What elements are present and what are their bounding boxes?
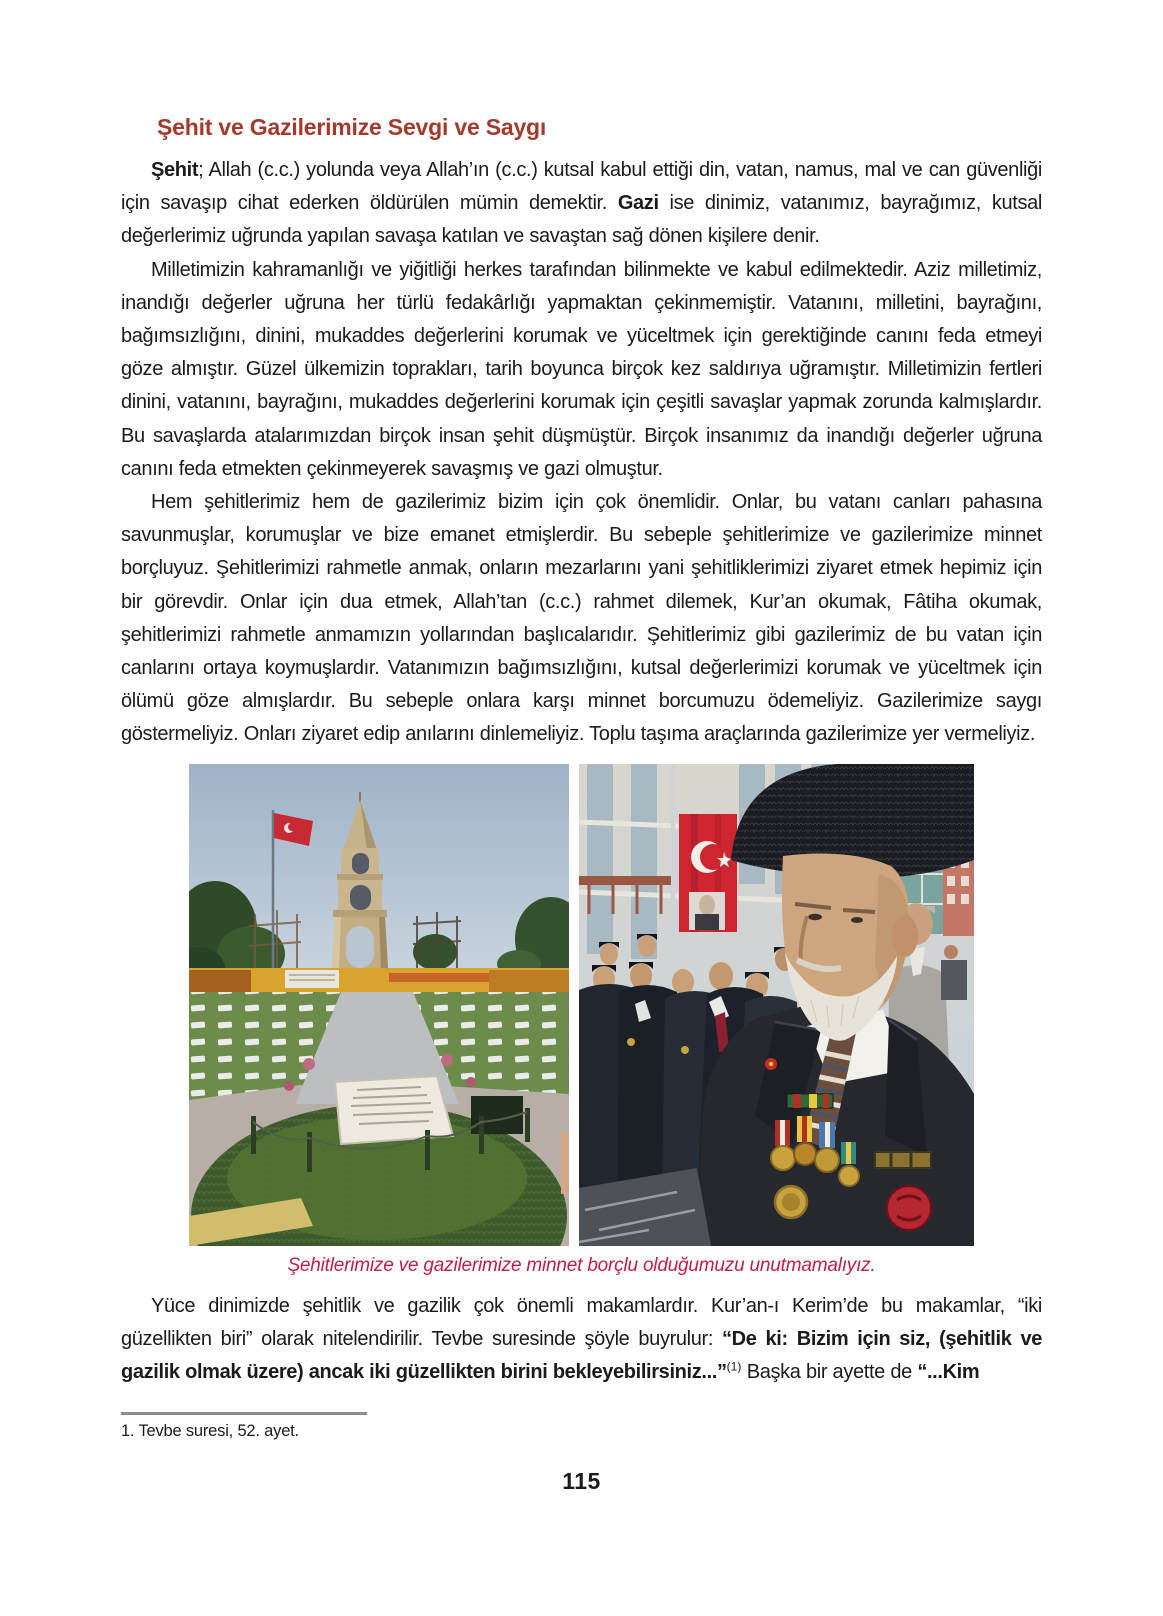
body-paragraph-4: Yüce dinimizde şehitlik ve gazilik çok önemli makamlardır. Kur’an-ı Kerim’de bu makamlar, “iki güzellikten biri” olarak nitelendirilir. Tevbe suresinde şöyle buyrulur: “De ki: Bizim için siz, (şehitlik ve gazilik olmak üzere) ancak iki güzellikten birini bekleyebilirsiniz...”$^{(1)}$ Başka bir ayette de “...Kim bbox=[121, 1294, 1042, 1384]
footnote: 1. Tevbe suresi, 52. ayet. bbox=[121, 1422, 299, 1441]
page-content bbox=[0, 113, 1163, 1495]
veteran-photo bbox=[579, 764, 974, 1246]
body-paragraph-1: Şehit; Allah (c.c.) yolunda veya Allah’ın (c.c.) kutsal kabul ettiği din, vatan, namus, mal ve can güvenliği için savaşıp cihat ederken öldürülen mümin demektir. Gazi ise dinimiz, vatanımız, bayrağımız, kutsal değerlerimiz uğrunda yapılan savaşa katılan ve savaştan sağ dönen kişilere denir. bbox=[121, 159, 1042, 248]
body-paragraph-2: Milletimizin kahramanlığı ve yiğitliği herkes tarafından bilinmekte ve kabul edilmektedir. Aziz milletimiz, inandığı değerler uğruna her türlü fedakârlığı yapmaktan çekinmemiştir. Vatanını, milletini, bayrağını, bağımsızlığını, dinini, mukaddes değerlerini korumak ve yüceltmek için gerektiğinde canını feda etmeyi göze almıştır. Güzel ülkemizin toprakları, tarih boyunca birçok kez saldırıya uğramıştır. Milletimizin fertleri dinini, vatanını, bayrağını, mukaddes değerlerini korumak için çeşitli savaşlar yapmak zorunda kalmışlardır. Bu savaşlarda atalarımızdan birçok insan şehit düşmüştür. Birçok insanımız da inandığı değerler uğruna canını feda etmekten çekinmeyerek savaşmış ve gazi olmuştur. bbox=[121, 258, 1042, 480]
memorial-cemetery-photo bbox=[189, 764, 569, 1246]
figure-caption: Şehitlerimize ve gazilerimize minnet borçlu olduğumuzu unutmamalıyız. bbox=[287, 1254, 876, 1276]
footnote-divider bbox=[121, 1412, 367, 1415]
photo-figure bbox=[121, 764, 1042, 1277]
body-paragraph-3: Hem şehitlerimiz hem de gazilerimiz bizim için çok önemlidir. Onlar, bu vatanı canları pahasına savunmuşlar, korumuşlar ve bize emanet etmişlerdir. Bu sebeple şehitlerimize ve gazilerimize minnet borçluyuz. Şehitlerimizi rahmetle anmak, onların mezarlarını yani şehitliklerimizi ziyaret etmek hepimiz için bir görevdir. Onlar için dua etmek, Allah’tan (c.c.) rahmet dilemek, Kur’an okumak, Fâtiha okumak, şehitlerimizi rahmetle anmamızın yollarından başlıcalarıdır. Şehitlerimiz gibi gazilerimiz de bu vatan için canlarını ortaya koymuşlardır. Vatanımızın bağımsızlığını, kutsal değerlerimizi korumak ve yüceltmek için ölümü göze almışlardır. Bu sebeple onlara karşı minnet borcumuzu ödemeliyiz. Gazilerimize saygı göstermeliyiz. Onları ziyaret edip anılarını dinlemeliyiz. Toplu taşıma araçlarında gazilerimize yer vermeliyiz. bbox=[121, 491, 1042, 746]
page-number: 115 bbox=[562, 1468, 601, 1495]
section-heading: Şehit ve Gazilerimize Sevgi ve Saygı bbox=[157, 114, 547, 140]
photo-row bbox=[121, 764, 1042, 1246]
